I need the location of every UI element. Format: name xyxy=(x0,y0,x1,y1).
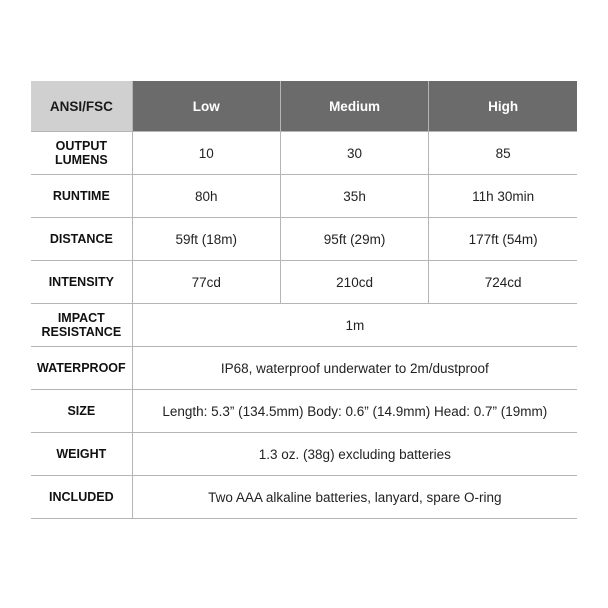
row-waterproof xyxy=(31,347,577,390)
header-low: Low xyxy=(132,81,280,132)
header-high: High xyxy=(429,81,577,132)
row-size xyxy=(31,390,577,433)
row-included xyxy=(31,476,577,519)
cell-span: Two AAA alkaline batteries, lanyard, spare O-ring xyxy=(132,476,577,519)
cell-medium: 30 xyxy=(280,132,428,175)
cell-medium: 35h xyxy=(280,175,428,218)
row-label-line: RESISTANCE xyxy=(41,325,122,339)
row-label-line: IMPACT xyxy=(57,311,105,325)
cell-medium: 95ft (29m) xyxy=(280,218,428,261)
cell-high: 177ft (54m) xyxy=(429,218,577,261)
row-label xyxy=(31,132,132,175)
row-label: WEIGHT xyxy=(31,433,132,476)
header-corner: ANSI/FSC xyxy=(31,81,132,132)
row-label-line: LUMENS xyxy=(54,153,108,167)
row-label xyxy=(31,304,132,347)
row-output-lumens xyxy=(31,132,577,175)
cell-span: IP68, waterproof underwater to 2m/dustproof xyxy=(132,347,577,390)
row-label: WATERPROOF xyxy=(31,347,132,390)
cell-span: 1m xyxy=(132,304,577,347)
row-label: SIZE xyxy=(31,390,132,433)
row-impact-resistance xyxy=(31,304,577,347)
spec-table xyxy=(31,81,577,519)
cell-span: 1.3 oz. (38g) excluding batteries xyxy=(132,433,577,476)
row-distance xyxy=(31,218,577,261)
row-label: RUNTIME xyxy=(31,175,132,218)
cell-span: Length: 5.3” (134.5mm) Body: 0.6” (14.9mm) Head: 0.7” (19mm) xyxy=(132,390,577,433)
cell-high: 11h 30min xyxy=(429,175,577,218)
row-weight xyxy=(31,433,577,476)
row-label-line: OUTPUT xyxy=(55,139,108,153)
cell-high: 724cd xyxy=(429,261,577,304)
row-label: INCLUDED xyxy=(31,476,132,519)
row-label: INTENSITY xyxy=(31,261,132,304)
cell-high: 85 xyxy=(429,132,577,175)
row-intensity xyxy=(31,261,577,304)
header-row xyxy=(31,81,577,132)
cell-low: 80h xyxy=(132,175,280,218)
cell-low: 10 xyxy=(132,132,280,175)
row-label: DISTANCE xyxy=(31,218,132,261)
cell-low: 59ft (18m) xyxy=(132,218,280,261)
cell-medium: 210cd xyxy=(280,261,428,304)
header-medium: Medium xyxy=(280,81,428,132)
row-runtime xyxy=(31,175,577,218)
cell-low: 77cd xyxy=(132,261,280,304)
